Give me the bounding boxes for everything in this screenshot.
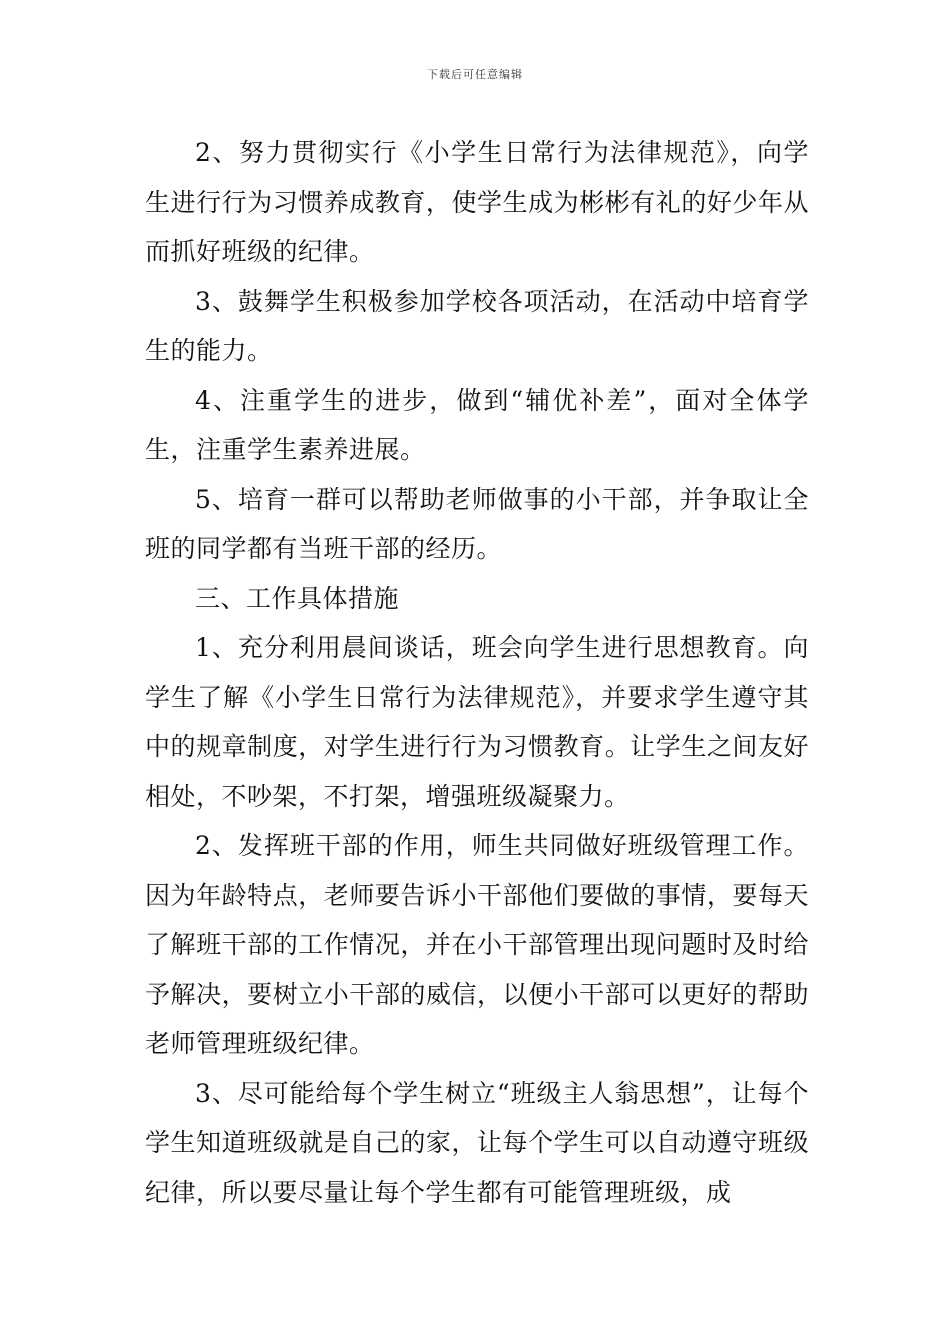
paragraph: 3、尽可能给每个学生树立“班级主人翁思想”，让每个学生知道班级就是自己的家，让每个学生可以自动遵守班级纪律，所以要尽量让每个学生都有可能管理班级，成: [145, 1078, 809, 1207]
paragraph: 2、发挥班干部的作用，师生共同做好班级管理工作。因为年龄特点，老师要告诉小干部他们要做的事情，要每天了解班干部的工作情况，并在小干部管理出现问题时及时给予解决，要树立小干部的威信，以便小干部可以更好的帮助老师管理班级纪律。: [145, 831, 809, 1058]
paragraph: 5、培育一群可以帮助老师做事的小干部，并争取让全班的同学都有当班干部的经历。: [145, 484, 809, 563]
document-body: [145, 128, 809, 1217]
paragraph: 1、充分利用晨间谈话，班会向学生进行思想教育。向学生了解《小学生日常行为法律规范》，并要求学生遵守其中的规章制度，对学生进行行为习惯教育。让学生之间友好相处，不吵架，不打架，增强班级凝聚力。: [145, 633, 809, 811]
paragraph: 2、努力贯彻实行《小学生日常行为法律规范》，向学生进行行为习惯养成教育，使学生成为彬彬有礼的好少年从而抓好班级的纪律。: [145, 138, 809, 266]
page-header: 下载后可任意编辑: [427, 68, 523, 81]
paragraph: 3、鼓舞学生积极参加学校各项活动，在活动中培育学生的能力。: [145, 286, 809, 365]
section-heading: 三、工作具体措施: [195, 583, 400, 613]
paragraph: 4、注重学生的进步，做到“辅优补差”，面对全体学生，注重学生素养进展。: [145, 385, 809, 464]
